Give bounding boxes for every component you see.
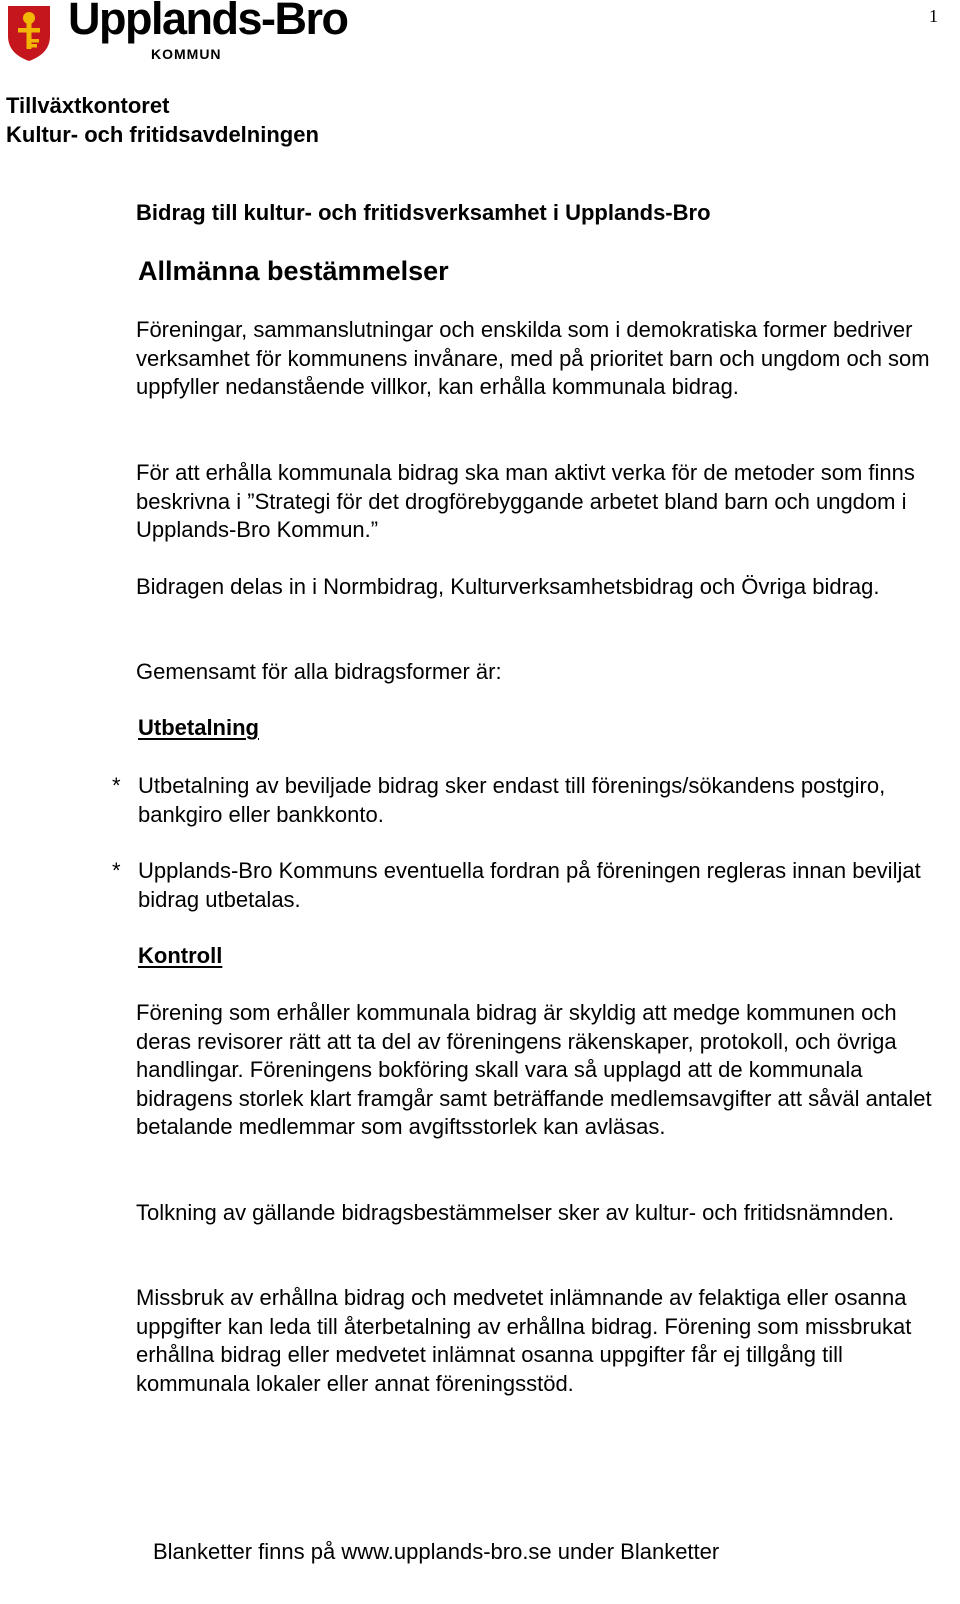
office-name: Tillväxtkontoret (6, 93, 170, 118)
logo-wordmark: Upplands-Bro (68, 0, 348, 44)
common-intro: Gemensamt för alla bidragsformer är: (136, 659, 502, 684)
logo-subtitle: KOMMUN (151, 46, 222, 62)
municipality-logo (6, 4, 52, 62)
bullet-text: Upplands-Bro Kommuns eventuella fordran på föreningen regleras innan beviljat bidrag utbetalas. (138, 858, 921, 912)
page-number: 1 (929, 6, 938, 26)
bullet-marker: * (112, 773, 121, 798)
misuse-paragraph: Missbruk av erhållna bidrag och medvetet inlämnande av felaktiga eller osanna uppgifter kan leda till återbetalning av erhållna bidrag. Förening som missbrukat erhållna bidrag eller medvetet inlämnat osanna uppgifter får ej tillgång till kommunala lokaler eller annat föreningsstöd. (136, 1285, 912, 1396)
bullet-marker: * (112, 858, 121, 883)
control-paragraph: Förening som erhåller kommunala bidrag är skyldig att medge kommunen och deras revisorer rätt att ta del av föreningens räkenskaper, protokoll, och övriga handlingar. Föreningens bokföring skall vara så upplagd att de kommunala bidragens storlek klart framgår samt beträffande medlemsavgifter att såväl antalet betalande medlemmar som avgiftsstorlek kan avläsas. (136, 1000, 932, 1139)
interpretation-paragraph: Tolkning av gällande bidragsbestämmelser sker av kultur- och fritidsnämnden. (136, 1200, 895, 1225)
payment-heading: Utbetalning (138, 715, 259, 740)
document-title: Bidrag till kultur- och fritidsverksamhet i Upplands-Bro (136, 200, 711, 225)
intro-paragraph: Föreningar, sammanslutningar och enskilda som i demokratiska former bedriver verksamhet för kommunens invånare, med på prioritet barn och ungdom och som uppfyller nedanstående villkor, kan erhålla kommunala bidrag. (136, 317, 930, 399)
grant-types-paragraph: Bidragen delas in i Normbidrag, Kulturverksamhetsbidrag och Övriga bidrag. (136, 574, 880, 599)
payment-bullet (112, 857, 952, 915)
footer-note: Blanketter finns på www.upplands-bro.se under Blanketter (153, 1539, 720, 1564)
strategy-paragraph: För att erhålla kommunala bidrag ska man aktivt verka för de metoder som finns beskrivna i ”Strategi för det drogförebyggande arbetet bland barn och ungdom i Upplands-Bro Kommun.” (136, 460, 915, 542)
coat-of-arms-icon (6, 4, 52, 62)
department-name: Kultur- och fritidsavdelningen (6, 122, 319, 147)
payment-bullet (112, 772, 952, 830)
section-heading-general: Allmänna bestämmelser (138, 256, 449, 286)
bullet-text: Utbetalning av beviljade bidrag sker endast till förenings/sökandens postgiro, bankgiro eller bankkonto. (138, 773, 886, 827)
control-heading: Kontroll (138, 943, 223, 968)
office-block (6, 91, 319, 149)
